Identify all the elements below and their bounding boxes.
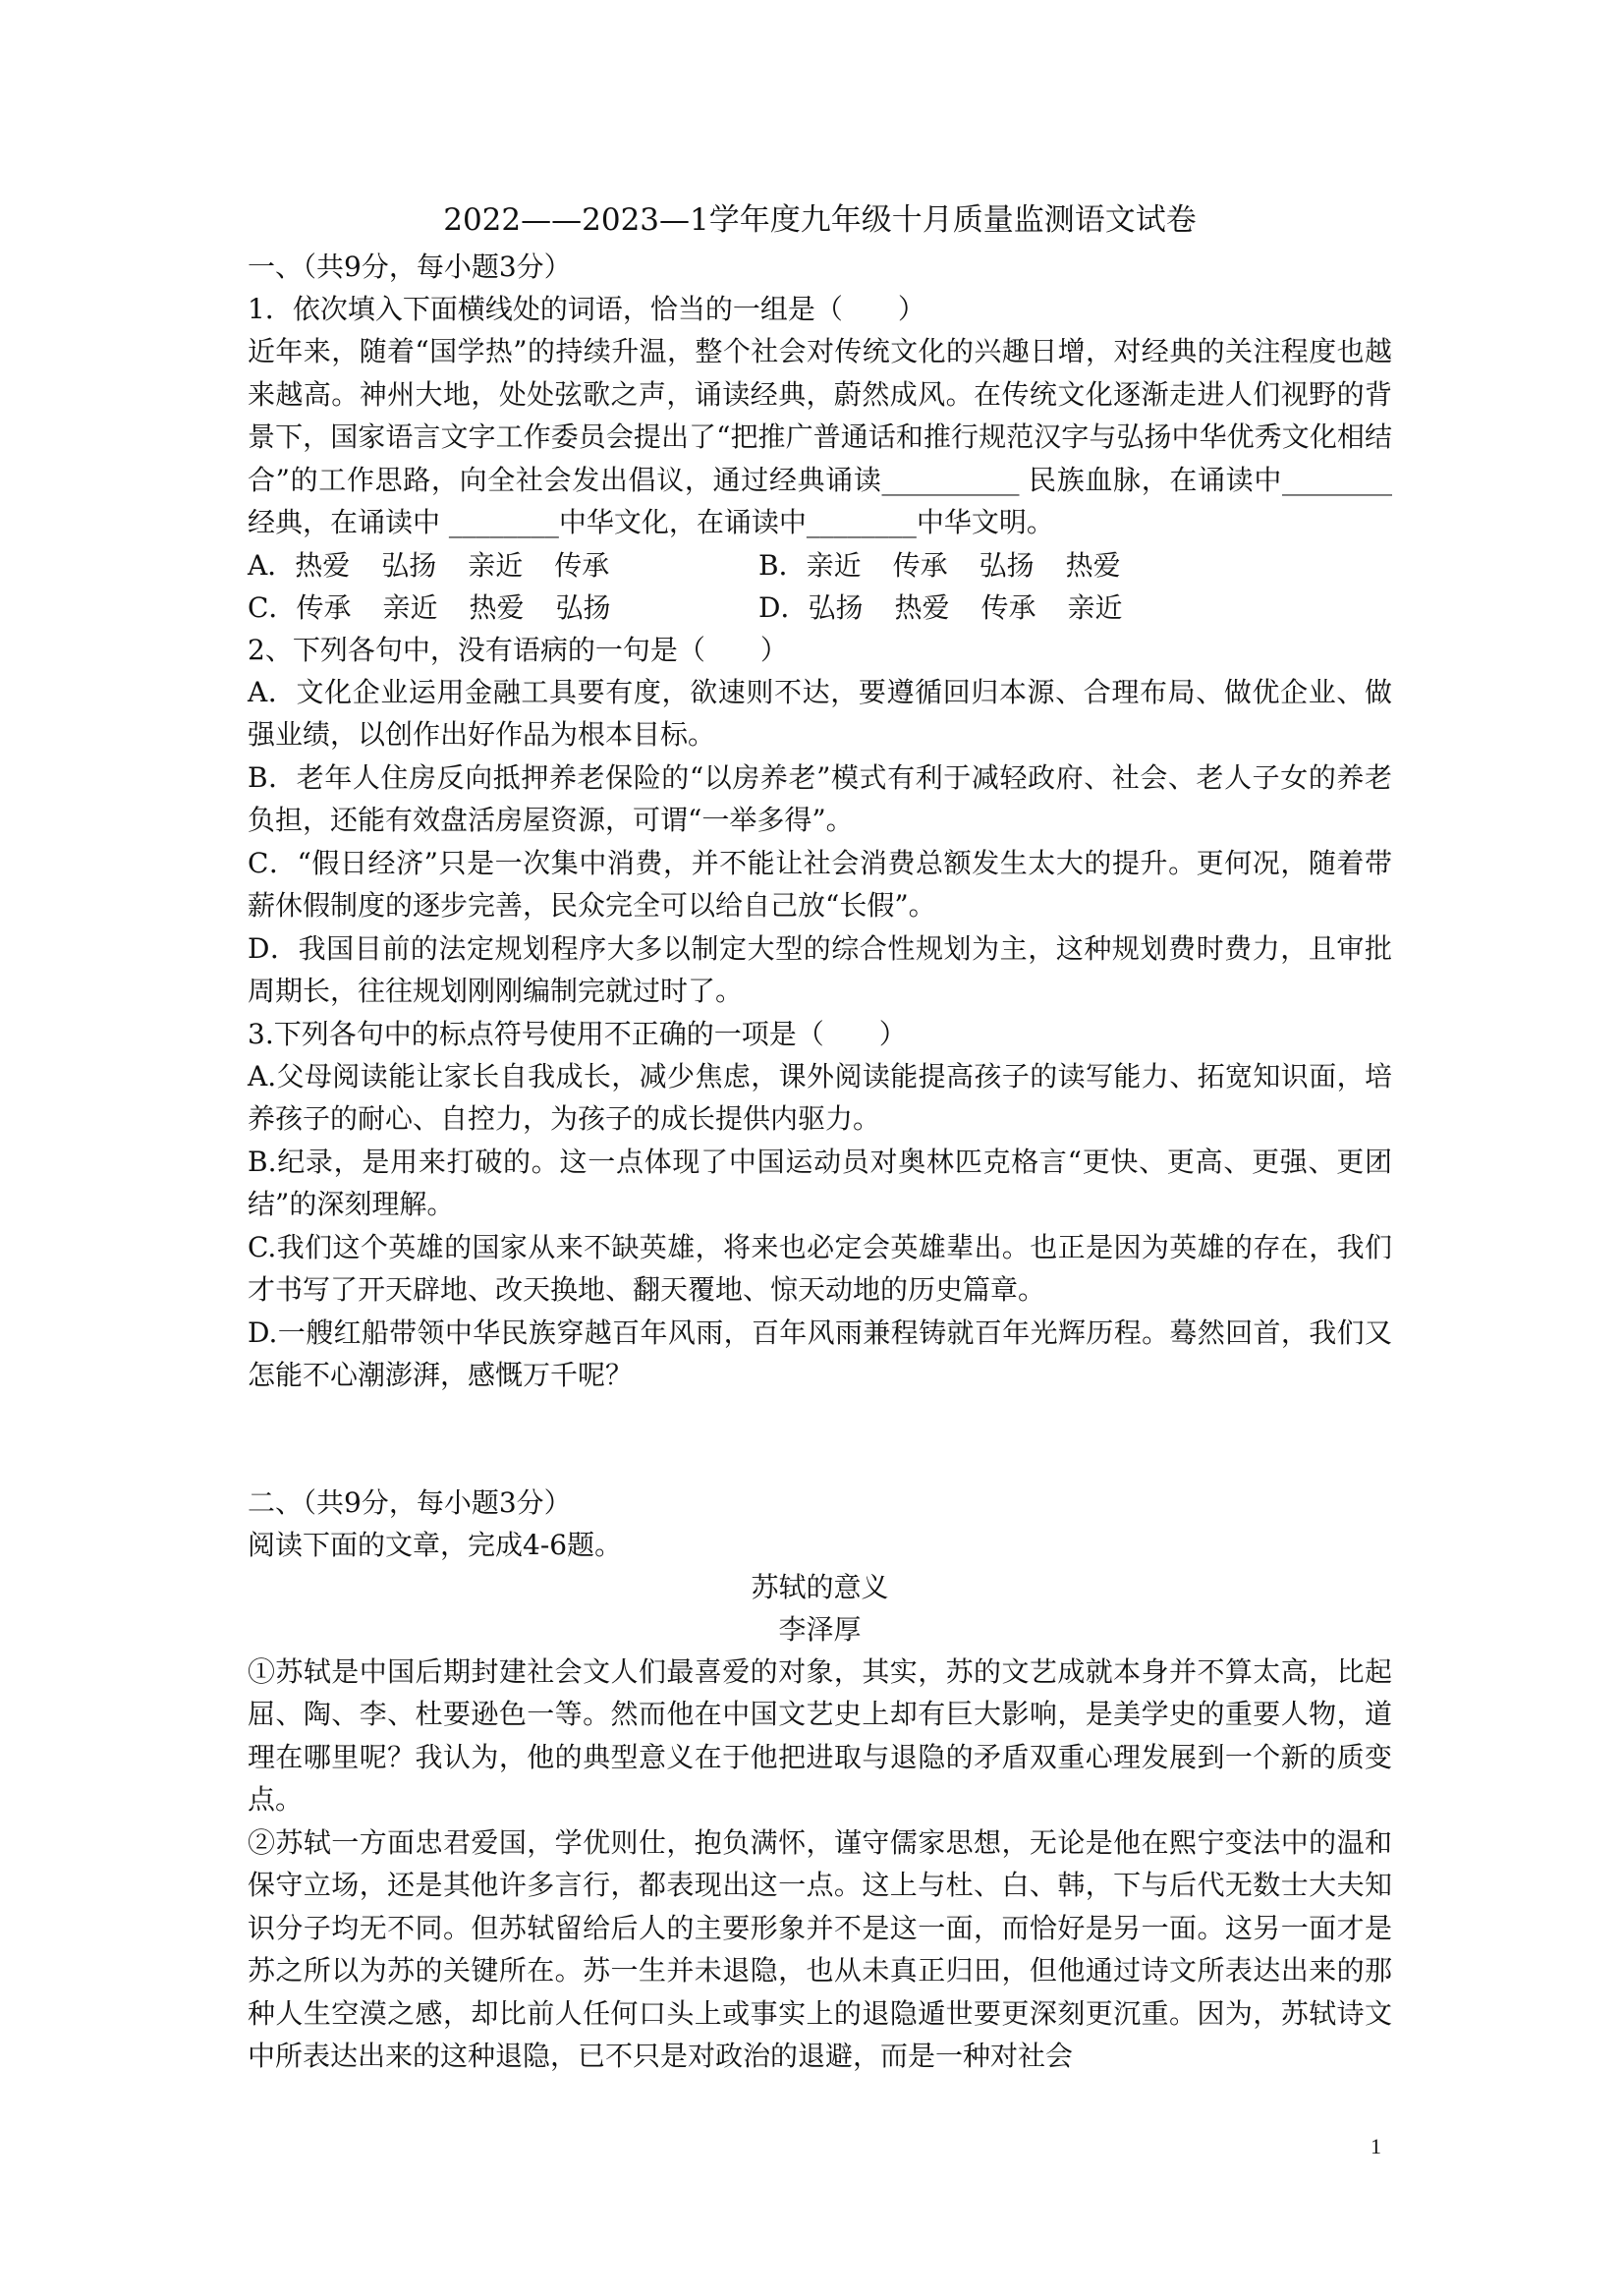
section2-heading: 二、（共9分，每小题3分） [248, 1485, 572, 1519]
q1-options-row-1 [248, 544, 1392, 587]
article-title: 苏轼的意义 [751, 1570, 889, 1603]
q1-option-d: D．弘扬 热爱 传承 亲近 [758, 590, 1123, 624]
q1-options-row-2 [248, 587, 1392, 629]
q2-stem: 2、下列各句中，没有语病的一句是（ ） [248, 633, 788, 666]
q1-stem: 1．依次填入下面横线处的词语，恰当的一组是（ ） [248, 293, 925, 325]
article-paragraph-1: ①苏轼是中国后期封建社会文人们最喜爱的对象，其实，苏的文艺成就本身并不算太高，比起屈、陶、李、杜要逊色一等。然而他在中国文艺史上却有巨大影响，是美学史的重要人物，道理在哪里呢？我认为，他的典型意义在于他把进取与退隐的矛盾双重心理发展到一个新的质变点。 [248, 1654, 1392, 1816]
exam-page [248, 196, 1392, 2078]
q1-option-a: A．热爱 弘扬 亲近 传承 [248, 548, 610, 582]
q3-option-d: D.一艘红船带领中华民族穿越百年风雨，百年风雨兼程铸就百年光辉历程。蓦然回首，我们又怎能不心潮澎湃，感慨万千呢？ [248, 1316, 1392, 1391]
article-author: 李泽厚 [778, 1612, 862, 1646]
q2-option-a: A．文化企业运用金融工具要有度，欲速则不达，要遵循回归本源、合理布局、做优企业、做强业绩，以创作出好作品为根本目标。 [248, 675, 1392, 751]
section1-heading: 一、（共9分，每小题3分） [248, 251, 572, 283]
exam-title: 2022——2023—1学年度九年级十月质量监测语文试卷 [443, 202, 1197, 238]
q2-option-b: B．老年人住房反向抵押养老保险的“以房养老”模式有利于减轻政府、社会、老人子女的养老负担，还能有效盘活房屋资源，可谓“一举多得”。 [248, 760, 1392, 836]
page-number: 1 [1371, 2134, 1381, 2158]
section-gap [248, 1397, 1392, 1482]
q3-option-b: B.纪录，是用来打破的。这一点体现了中国运动员对奥林匹克格言“更快、更高、更强、更团结”的深刻理解。 [248, 1145, 1392, 1220]
reading-instruction: 阅读下面的文章，完成4-6题。 [248, 1528, 623, 1561]
q3-stem: 3.下列各句中的标点符号使用不正确的一项是（ ） [248, 1017, 907, 1050]
q1-option-b: B．亲近 传承 弘扬 热爱 [758, 548, 1121, 582]
q1-passage: 近年来，随着“国学热”的持续升温，整个社会对传统文化的兴趣日增，对经典的关注程度也越来越高。神州大地，处处弦歌之声，诵读经典，蔚然成风。在传统文化逐渐走进人们视野的背景下，国家语言文字工作委员会提出了“把推广普通话和推行规范汉字与弘扬中华优秀文化相结合”的工作思路，向全社会发出倡议，通过经典诵读__________ 民族血脉，在诵读中________经典，在诵读中 ________中华文化，在诵读中________中华文明。 [248, 335, 1392, 538]
q2-option-d: D．我国目前的法定规划程序大多以制定大型的综合性规划为主，这种规划费时费力，且审批周期长，往往规划刚刚编制完就过时了。 [248, 931, 1392, 1007]
q3-option-c: C.我们这个英雄的国家从来不缺英雄，将来也必定会英雄辈出。也正是因为英雄的存在，我们才书写了开天辟地、改天换地、翻天覆地、惊天动地的历史篇章。 [248, 1230, 1392, 1306]
article-paragraph-2: ②苏轼一方面忠君爱国，学优则仕，抱负满怀，谨守儒家思想，无论是他在熙宁变法中的温和保守立场，还是其他许多言行，都表现出这一点。这上与杜、白、韩，下与后代无数士大夫知识分子均无不同。但苏轼留给后人的主要形象并不是这一面，而恰好是另一面。这另一面才是苏之所以为苏的关键所在。苏一生并未退隐，也从未真正归田，但他通过诗文所表达出来的那种人生空漠之感，却比前人任何口头上或事实上的退隐遁世要更深刻更沉重。因为，苏轼诗文中所表达出来的这种退隐，已不只是对政治的退避，而是一种对社会 [248, 1825, 1392, 2072]
q1-option-c: C．传承 亲近 热爱 弘扬 [248, 590, 611, 624]
q2-option-c: C．“假日经济”只是一次集中消费，并不能让社会消费总额发生太大的提升。更何况，随着带薪休假制度的逐步完善，民众完全可以给自己放“长假”。 [248, 846, 1392, 922]
q3-option-a: A.父母阅读能让家长自我成长，减少焦虑，课外阅读能提高孩子的读写能力、拓宽知识面，培养孩子的耐心、自控力，为孩子的成长提供内驱力。 [248, 1059, 1392, 1135]
